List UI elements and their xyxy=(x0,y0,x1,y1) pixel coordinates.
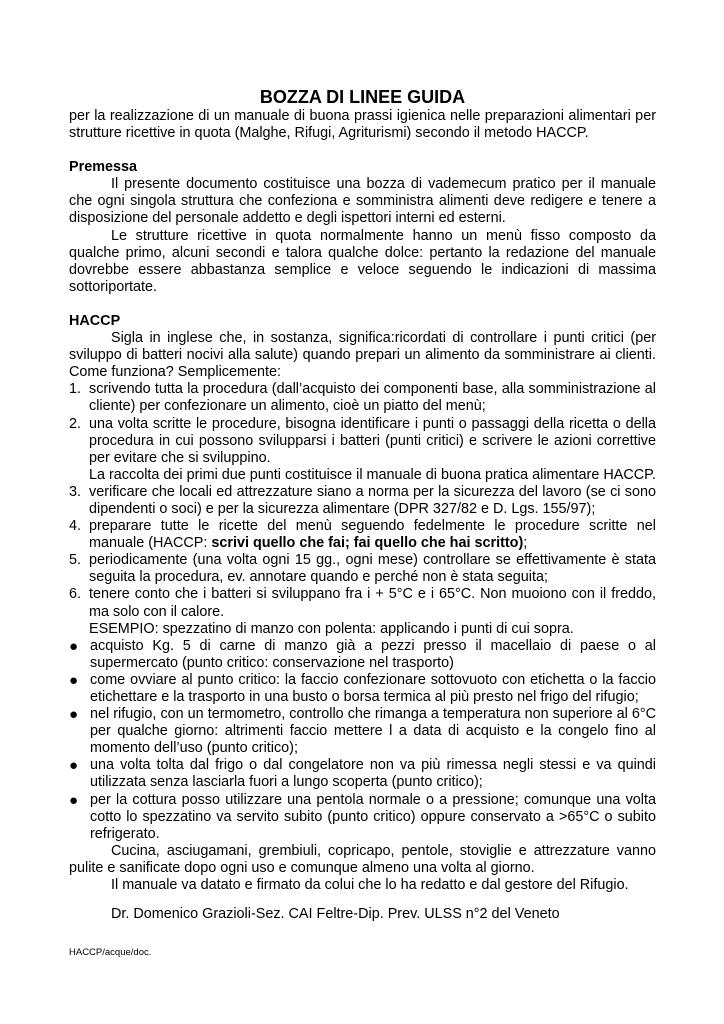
step-number: 4. xyxy=(69,518,82,535)
step-text: periodicamente (una volta ogni 15 gg., ogni mese) controllare se effettivamente è stata seguita la procedura, ev. annotare quando e perché non è stata seguita; xyxy=(89,552,656,586)
bullet-item xyxy=(69,638,656,672)
page-footer: HACCP/acque/doc. xyxy=(69,947,152,958)
bullet-text: per la cottura posso utilizzare una pentola normale o a pressione; comunque una volta cotto lo spezzatino va servito subito (punto critico) oppure conservato a >65°C o subito refrigerato. xyxy=(90,791,656,842)
example-line: ESEMPIO: spezzatino di manzo con polenta: applicando i punti di cui sopra. xyxy=(89,620,574,637)
premessa-heading: Premessa xyxy=(69,159,138,176)
bullet-dot-icon: ● xyxy=(69,637,79,655)
step-text: scrivendo tutta la procedura (dall’acquisto dei componenti base, alla somministrazione al cliente) per confezionare un alimento, cioè un piatto del menù; xyxy=(89,381,656,415)
step-item xyxy=(69,552,656,586)
step-number: 3. xyxy=(69,483,82,500)
signature: Dr. Domenico Grazioli-Sez. CAI Feltre-Dip. Prev. ULSS n°2 del Veneto xyxy=(111,906,560,923)
step-text: una volta scritte le procedure, bisogna identificare i punti o passaggi della ricetta o della procedura in cui possono svilupparsi i batteri (punti critici) e scrivere le azioni correttive per evitare che si sviluppino. xyxy=(89,415,656,466)
step-item xyxy=(69,381,656,415)
bullet-item xyxy=(69,757,656,791)
step-number: 1. xyxy=(69,381,82,398)
bullet-item xyxy=(69,672,656,706)
closing-paragraph-1: Cucina, asciugamani, grembiuli, copricapo, pentole, stoviglie e attrezzature vanno pulite e sanificate dopo ogni uso e comunque almeno una volta al giorno. xyxy=(69,842,656,876)
bullet-dot-icon: ● xyxy=(69,671,79,689)
document-title: BOZZA DI LINEE GUIDA xyxy=(259,87,466,107)
bullet-item xyxy=(69,792,656,843)
step-item xyxy=(69,586,656,620)
step-item xyxy=(69,484,656,518)
haccp-intro: Sigla in inglese che, in sostanza, significa:ricordati di controllare i punti critici (per sviluppo di batteri nocivi alla salute) quando prepari un alimento da somministrare ai clienti. Come funziona? Semplicemente: xyxy=(69,330,656,381)
step-text: tenere conto che i batteri si sviluppano fra i + 5°C e i 65°C. Non muoiono con il freddo, ma solo con il calore. xyxy=(89,586,656,620)
step-text: verificare che locali ed attrezzature siano a norma per la sicurezza del lavoro (se ci sono dipendenti o soci) e per la sicurezza alimentare (DPR 327/82 e D. Lgs. 155/97); xyxy=(89,483,656,517)
bullet-text: una volta tolta dal frigo o dal congelatore non va più rimessa negli stessi e va quindi utilizzata senza lasciarla fuori a lungo scoperta (punto critico); xyxy=(90,757,656,791)
bullet-dot-icon: ● xyxy=(69,757,79,775)
document-page xyxy=(69,86,656,923)
step-text-bold: scrivi quello che fai; fai quello che hai scritto) xyxy=(211,535,524,552)
step-text xyxy=(89,518,656,552)
closing-paragraph-2: Il manuale va datato e firmato da colui che lo ha redatto e dal gestore del Rifugio. xyxy=(111,877,629,894)
haccp-heading: HACCP xyxy=(69,312,121,329)
bullet-dot-icon: ● xyxy=(69,791,79,809)
step-text-end: ; xyxy=(523,535,528,552)
document-subtitle: per la realizzazione di un manuale di buona prassi igienica nelle preparazioni alimentari per strutture ricettive in quota (Malghe, Rifugi, Agriturismi) secondo il metodo HACCP. xyxy=(69,108,656,142)
step-note: La raccolta dei primi due punti costituisce il manuale di buona pratica alimentare HACCP. xyxy=(89,466,656,483)
step-number: 2. xyxy=(69,415,82,432)
step-text-plain: preparare tutte le ricette del menù seguendo fedelmente le procedure scritte nel manuale (HACCP: xyxy=(89,518,656,552)
step-number: 5. xyxy=(69,552,82,569)
premessa-paragraph-1: Il presente documento costituisce una bozza di vademecum pratico per il manuale che ogni singola struttura che confeziona e somministra alimenti deve redigere e tenere a disposizione del personale addetto e degli ispettori interni ed esterni. xyxy=(69,176,656,227)
bullet-text: come ovviare al punto critico: la faccio confezionare sottovuoto con etichetta o la faccio etichettare e la trasporto in una busto o borsa termica al più presto nel frigo del rifugio; xyxy=(90,671,656,705)
bullet-dot-icon: ● xyxy=(69,706,79,724)
step-item xyxy=(69,416,656,467)
bullet-text: acquisto Kg. 5 di carne di manzo già a pezzi presso il macellaio di paese o al supermercato (punto critico: conservazione nel trasporto) xyxy=(90,637,656,671)
step-number: 6. xyxy=(69,586,82,603)
premessa-paragraph-2: Le strutture ricettive in quota normalmente hanno un menù fisso composto da qualche primo, alcuni secondi e talora qualche dolce: pertanto la redazione del manuale dovrebbe essere abbastanza semplice e veloce seguendo le indicazioni di massima sottoriportate. xyxy=(69,227,656,295)
bullet-item xyxy=(69,706,656,757)
step-item xyxy=(69,518,656,552)
bullet-text: nel rifugio, con un termometro, controllo che rimanga a temperatura non superiore al 6°C per qualche giorno: altrimenti faccio mettere l a data di acquisto e la congelo fino al momento dell’uso (punto critico); xyxy=(90,706,656,757)
